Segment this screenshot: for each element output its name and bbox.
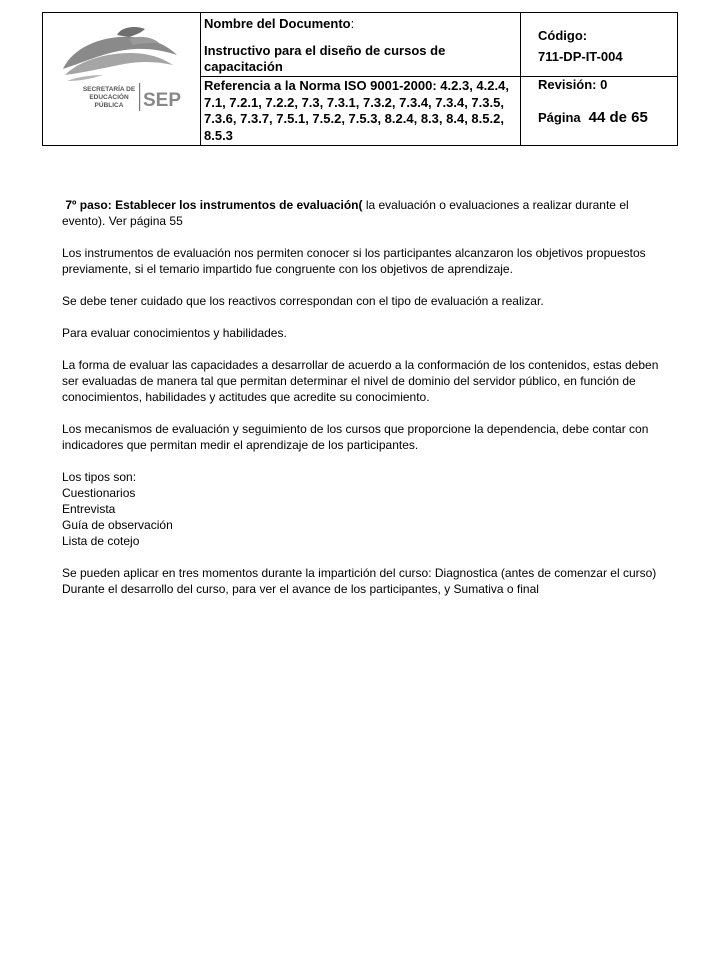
page-number: 44 de 65 — [588, 109, 648, 126]
step-description: la evaluación o evaluaciones a realizar durante el evento). Ver página 55 — [62, 198, 629, 228]
header-divider — [200, 13, 201, 145]
types-list — [62, 469, 662, 549]
document-name-label: Nombre del Documento: — [204, 16, 355, 31]
step-paragraph — [62, 197, 662, 229]
list-item: Cuestionarios — [62, 486, 136, 500]
code-value: 711-DP-IT-004 — [538, 49, 623, 64]
revision: Revisión: 0 — [538, 77, 608, 92]
paragraph: La forma de evaluar las capacidades a desarrollar de acuerdo a la conformación de los contenidos, estas deben ser evaluadas de manera tal que permitan determinar el nivel de dominio del servidor público, en función de conocimientos, habilidades y actitudes que acredite su conocimiento. — [62, 358, 659, 404]
paragraph: Para evaluar conocimientos y habilidades. — [62, 326, 287, 340]
document-header-table — [42, 12, 678, 146]
logo-line-2: EDUCACIÓN — [89, 94, 129, 101]
paragraph: Los instrumentos de evaluación nos permiten conocer si los participantes alcanzaron los objetivos propuestos previamente, si el temario impartido fue congruente con los objetivos de aprendizaje. — [62, 246, 646, 276]
paragraph: Se debe tener cuidado que los reactivos correspondan con el tipo de evaluación a realizar. — [62, 294, 544, 308]
code-label: Código: — [538, 28, 588, 43]
paragraph: Se pueden aplicar en tres momentos durante la impartición del curso: Diagnostica (antes de comenzar el curso) — [62, 566, 657, 580]
types-heading: Los tipos son: — [62, 470, 137, 484]
sep-logo — [55, 25, 197, 121]
list-item: Entrevista — [62, 502, 116, 516]
document-body — [62, 197, 662, 597]
logo-line-1: SECRETARÍA DE — [82, 86, 136, 93]
page-indicator: Página 44 de 65 — [538, 109, 648, 126]
paragraph: Durante el desarrollo del curso, para ver el avance de los participantes, y Sumativa o final — [62, 582, 539, 596]
logo-line-3: PÚBLICA — [94, 102, 124, 109]
document-title: Instructivo para el diseño de cursos de capacitación — [204, 43, 446, 74]
list-item: Lista de cotejo — [62, 534, 140, 548]
step-title: 7º paso: Establecer los instrumentos de evaluación( — [65, 198, 363, 212]
paragraph: Los mecanismos de evaluación y seguimiento de los cursos que proporcione la dependencia, debe contar con indicadores que permitan medir el aprendizaje de los participantes. — [62, 422, 649, 452]
header-divider — [520, 13, 521, 145]
logo-sep-text: SEP — [143, 90, 182, 111]
list-item: Guía de observación — [62, 518, 173, 532]
eagle-emblem-icon — [63, 27, 177, 81]
iso-reference: Referencia a la Norma ISO 9001-2000: 4.2.3, 4.2.4, 7.1, 7.2.1, 7.2.2, 7.3, 7.3.1, 7.3.2, 7.3.4, 7.3.4, 7.3.5, 7.3.6, 7.3.7, 7.5.1, 7.5.2, 7.5.3, 8.2.4, 8.3, 8.4, 8.5.2, 8.5.3 — [204, 78, 509, 143]
